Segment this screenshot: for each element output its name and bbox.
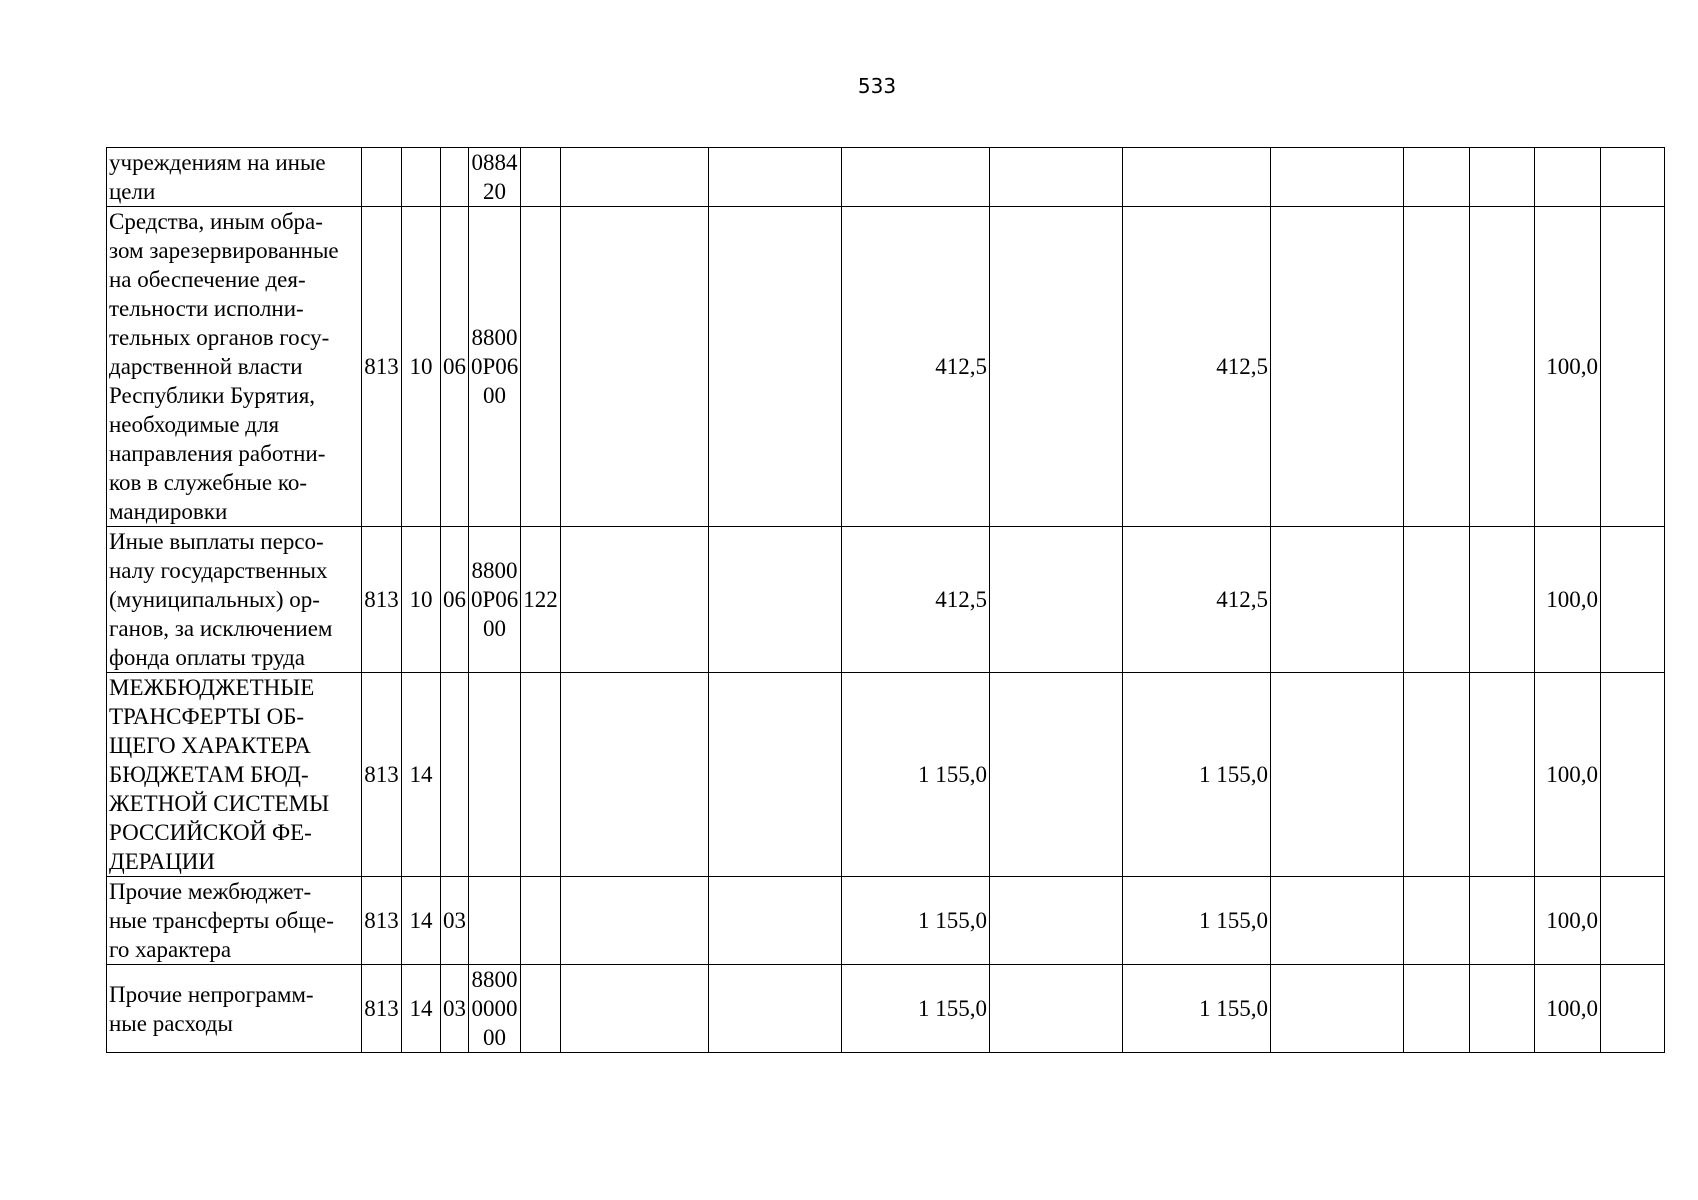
empty-cell [990,527,1123,673]
grbs-code: 813 [362,965,402,1053]
page-number: 533 [857,74,897,98]
empty-cell [1271,148,1404,207]
pr-code: 03 [441,965,469,1053]
empty-cell [561,527,709,673]
empty-cell [1601,207,1665,527]
vr-code: 122 [521,527,561,673]
empty-cell [709,965,842,1053]
empty-cell [1470,965,1535,1053]
empty-cell [990,877,1123,965]
amount-plan [842,148,990,207]
grbs-code: 813 [362,877,402,965]
empty-cell [1470,877,1535,965]
amount-fact: 1 155,0 [1123,965,1271,1053]
table-row [107,207,1665,527]
empty-cell [990,207,1123,527]
table-row [107,965,1665,1053]
row-name: Прочие непрограмм- ные расходы [107,965,362,1053]
empty-cell [1271,965,1404,1053]
empty-cell [1404,877,1470,965]
empty-cell [561,207,709,527]
table-row [107,148,1665,207]
percent: 100,0 [1535,207,1601,527]
vr-code [521,673,561,877]
empty-cell [1404,527,1470,673]
table-row [107,877,1665,965]
rz-code [402,148,441,207]
csr-code: 8800 0Р06 00 [469,207,521,527]
empty-cell [561,673,709,877]
percent [1535,148,1601,207]
amount-fact: 1 155,0 [1123,673,1271,877]
empty-cell [709,207,842,527]
empty-cell [561,148,709,207]
rz-code: 10 [402,207,441,527]
rz-code: 14 [402,965,441,1053]
table-row [107,673,1665,877]
empty-cell [561,965,709,1053]
percent: 100,0 [1535,877,1601,965]
empty-cell [709,148,842,207]
pr-code: 03 [441,877,469,965]
csr-code [469,673,521,877]
grbs-code: 813 [362,207,402,527]
rz-code: 14 [402,877,441,965]
amount-fact [1123,148,1271,207]
empty-cell [1470,673,1535,877]
percent: 100,0 [1535,965,1601,1053]
grbs-code [362,148,402,207]
empty-cell [1404,673,1470,877]
empty-cell [709,673,842,877]
empty-cell [1271,207,1404,527]
amount-fact: 412,5 [1123,527,1271,673]
empty-cell [1601,877,1665,965]
amount-plan: 1 155,0 [842,673,990,877]
amount-plan: 1 155,0 [842,965,990,1053]
amount-plan: 412,5 [842,527,990,673]
csr-code: 8800 0Р06 00 [469,527,521,673]
empty-cell [1601,148,1665,207]
pr-code [441,148,469,207]
vr-code [521,148,561,207]
budget-table [106,147,1665,1053]
empty-cell [990,148,1123,207]
empty-cell [1470,207,1535,527]
amount-plan: 1 155,0 [842,877,990,965]
csr-code: 0884 20 [469,148,521,207]
row-name: Средства, иным обра- зом зарезервированные на обеспечение дея- тельности исполни- тельных органов госу- дарственной власти Республики Бурятия, необходимые для направления работни- ков в служебные ко- мандировки [107,207,362,527]
pr-code: 06 [441,527,469,673]
grbs-code: 813 [362,673,402,877]
empty-cell [1404,965,1470,1053]
row-name: МЕЖБЮДЖЕТНЫЕ ТРАНСФЕРТЫ ОБ- ЩЕГО ХАРАКТЕРА БЮДЖЕТАМ БЮД- ЖЕТНОЙ СИСТЕМЫ РОССИЙСКОЙ ФЕ- ДЕРАЦИИ [107,673,362,877]
csr-code [469,877,521,965]
vr-code [521,207,561,527]
rz-code: 14 [402,673,441,877]
empty-cell [1470,148,1535,207]
empty-cell [1271,527,1404,673]
empty-cell [1404,148,1470,207]
row-name: учреждениям на иные цели [107,148,362,207]
empty-cell [1404,207,1470,527]
percent: 100,0 [1535,673,1601,877]
vr-code [521,965,561,1053]
empty-cell [990,965,1123,1053]
rz-code: 10 [402,527,441,673]
empty-cell [1601,965,1665,1053]
amount-fact: 412,5 [1123,207,1271,527]
empty-cell [709,877,842,965]
amount-fact: 1 155,0 [1123,877,1271,965]
vr-code [521,877,561,965]
empty-cell [561,877,709,965]
table-row [107,527,1665,673]
csr-code: 8800 0000 00 [469,965,521,1053]
percent: 100,0 [1535,527,1601,673]
pr-code [441,673,469,877]
empty-cell [1601,527,1665,673]
pr-code: 06 [441,207,469,527]
grbs-code: 813 [362,527,402,673]
empty-cell [1470,527,1535,673]
empty-cell [990,673,1123,877]
row-name: Прочие межбюджет- ные трансферты обще- го характера [107,877,362,965]
row-name: Иные выплаты персо- налу государственных (муниципальных) ор- ганов, за исключением фонда оплаты труда [107,527,362,673]
empty-cell [709,527,842,673]
empty-cell [1271,673,1404,877]
empty-cell [1271,877,1404,965]
empty-cell [1601,673,1665,877]
amount-plan: 412,5 [842,207,990,527]
